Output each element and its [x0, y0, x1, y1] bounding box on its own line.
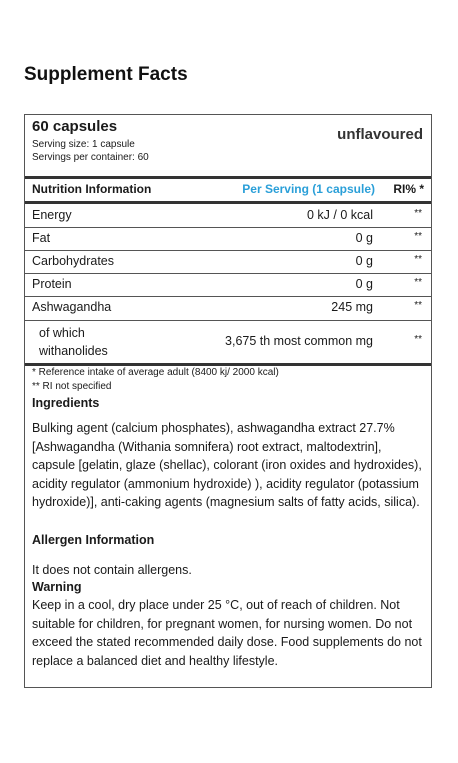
- row-value: 0 g: [355, 277, 373, 291]
- warning-text: Keep in a cool, dry place under 25 °C, out of reach of children. Not suitable for children, for pregnant women, for nursing women. Do not exceed the stated recommended daily dose. Food supplements do not replace a balanced diet and healthy lifestyle.: [32, 598, 422, 668]
- row-name: Carbohydrates: [32, 254, 114, 268]
- table-bottom-divider: [25, 363, 431, 366]
- ingredients-text: Bulking agent (calcium phosphates), ashwagandha extract 27.7% [Ashwagandha (Withania somnifera) root extract, maltodextrin], capsule [gelatin, glaze (shellac), colorant (iron oxides and hydroxides), acidity regulator (ammonium hydroxide) ), acidity regulator (potassium hydroxide)], anti-caking agents (magnesium salts of fatty acids, silica).: [32, 421, 422, 509]
- col-per-serving: Per Serving (1 capsule): [242, 182, 375, 196]
- warning-heading: Warning: [32, 580, 82, 594]
- row-name: [39, 324, 108, 360]
- row-name: Energy: [32, 208, 72, 222]
- row-value: 0 g: [355, 254, 373, 268]
- allergen-text: It does not contain allergens.: [32, 563, 192, 577]
- supplement-facts-panel: [24, 114, 432, 688]
- row-value: 0 kJ / 0 kcal: [307, 208, 373, 222]
- row-ri: **: [414, 300, 422, 311]
- row-ri: **: [414, 277, 422, 288]
- row-ri: **: [414, 254, 422, 265]
- col-nutrition-info: Nutrition Information: [32, 182, 152, 196]
- flavour-label: unflavoured: [337, 126, 423, 143]
- row-ri: **: [414, 334, 422, 345]
- row-value: 0 g: [355, 231, 373, 245]
- row-name-line1: of which: [39, 326, 85, 340]
- servings-per-container: Servings per container: 60: [32, 152, 149, 163]
- row-divider: [25, 227, 431, 228]
- page-title: Supplement Facts: [24, 64, 188, 85]
- allergen-heading: Allergen Information: [32, 533, 155, 547]
- row-name-line2: withanolides: [39, 344, 108, 358]
- row-divider: [25, 250, 431, 251]
- serving-size: Serving size: 1 capsule: [32, 139, 135, 150]
- row-name: Fat: [32, 231, 51, 245]
- row-ri: **: [414, 208, 422, 219]
- row-name: Ashwagandha: [32, 300, 112, 314]
- row-divider: [25, 273, 431, 274]
- header-divider: [25, 176, 431, 179]
- capsule-count: 60 capsules: [32, 118, 118, 135]
- row-divider: [25, 296, 431, 297]
- table-head-divider: [25, 201, 431, 204]
- panel-header: [32, 118, 149, 164]
- row-value: 245 mg: [331, 300, 373, 314]
- row-divider: [25, 320, 431, 321]
- row-ri: **: [414, 231, 422, 242]
- footnote-reference-intake: * Reference intake of average adult (8400 kj/ 2000 kcal): [32, 367, 279, 378]
- row-name: Protein: [32, 277, 72, 291]
- ingredients-heading: Ingredients: [32, 396, 100, 410]
- row-value: 3,675 th most common mg: [225, 334, 373, 348]
- footnote-ri-not-specified: ** RI not specified: [32, 381, 112, 392]
- col-ri-percent: RI% *: [393, 182, 424, 196]
